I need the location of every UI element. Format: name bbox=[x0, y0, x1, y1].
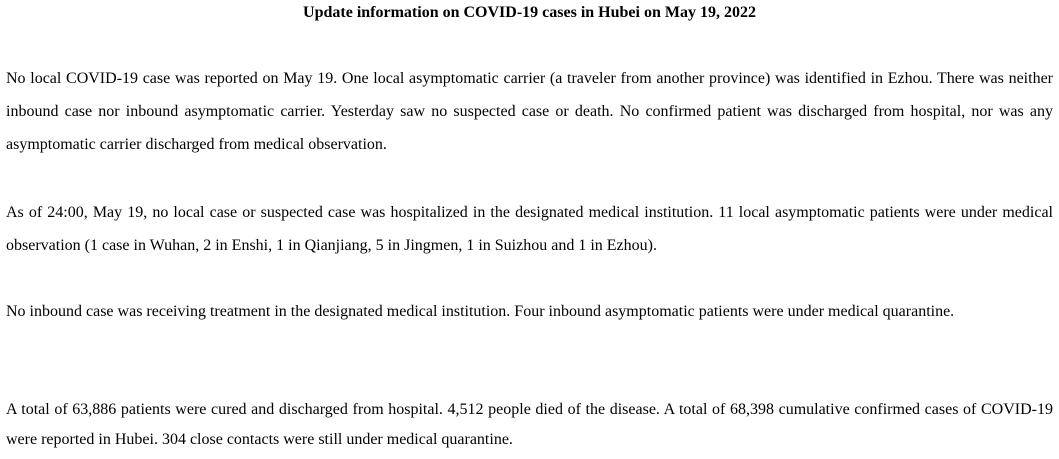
paragraph-totals: A total of 63,886 patients were cured and discharged from hospital. 4,512 people died of the disease. A total of 68,398 cumulative confirmed cases of COVID-19 were reported in Hubei. 304 close contacts were still under medical quarantine. bbox=[6, 401, 1053, 448]
paragraph-new-cases: No local COVID-19 case was reported on May 19. One local asymptomatic carrier (a traveler from another province) was identified in Ezhou. There was neither inbound case nor inbound asymptomatic carrier. Yesterday saw no suspected case or death. No confirmed patient was discharged from hospital, nor was any asymptomatic carrier discharged from medical observation. bbox=[6, 70, 1053, 153]
paragraph-hospitalized: As of 24:00, May 19, no local case or suspected case was hospitalized in the designated medical institution. 11 local asymptomatic patients were under medical observation (1 case in Wuhan, 2 in Enshi, 1 in Qianjiang, 5 in Jingmen, 1 in Suizhou and 1 in Ezhou). bbox=[6, 204, 1053, 254]
document-body bbox=[6, 0, 1053, 448]
paragraph-inbound: No inbound case was receiving treatment in the designated medical institution. Four inbound asymptomatic patients were under medical quarantine. bbox=[6, 303, 955, 320]
document-title: Update information on COVID-19 cases in Hubei on May 19, 2022 bbox=[303, 4, 756, 21]
